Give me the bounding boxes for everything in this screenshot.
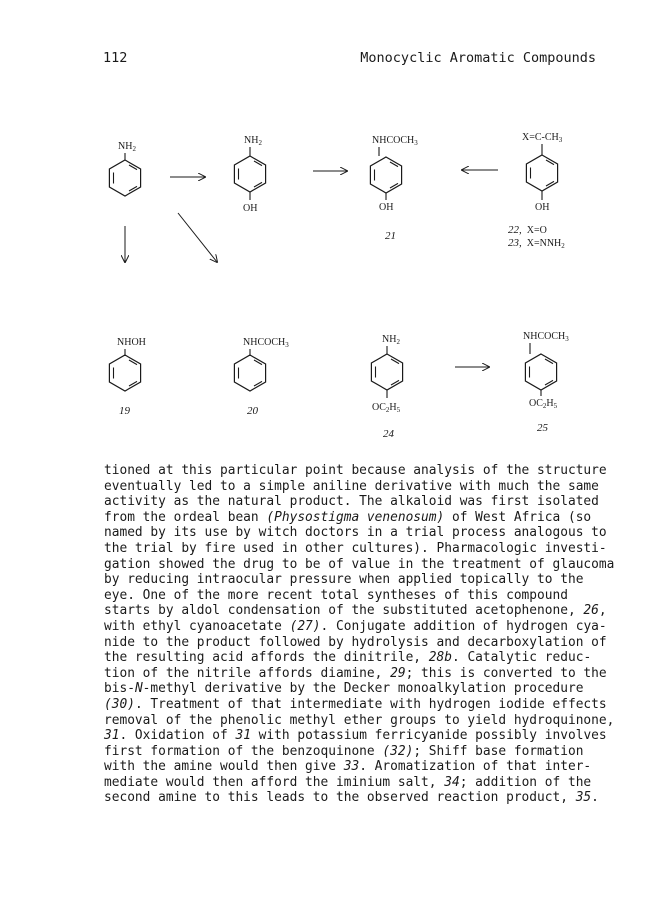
compound-25-structure: [523, 331, 569, 434]
aminophenol-top-group: $NH_2$: [244, 135, 262, 147]
aniline-top-group: $NH_2$: [118, 141, 136, 153]
compound-24-bottom-group: $OC_2H_5$: [372, 402, 401, 414]
text-line: [104, 728, 607, 744]
text-segment: by reducing intraocular pressure when applied topically to the: [104, 572, 584, 588]
compound-19-number: 19: [119, 405, 130, 417]
text-line: [104, 588, 604, 604]
italic-segment: (32): [382, 743, 414, 759]
text-line: [104, 650, 604, 666]
text-segment: . Oxidation of: [119, 728, 236, 744]
compound-22-bottom-group: OH: [535, 202, 550, 213]
text-segment: of West Africa (so: [444, 509, 592, 525]
text-line: [104, 572, 604, 588]
compound-21-top-group: $NHCOCH_3$: [372, 135, 418, 147]
text-segment: bis-: [104, 681, 135, 697]
text-segment: . Aromatization of that inter-: [359, 759, 592, 775]
text-segment: tioned at this particular point because analysis of the structure: [104, 463, 607, 478]
aniline-structure: [109, 141, 140, 196]
text-line: [104, 681, 604, 697]
text-segment: the trial by fire used in other cultures). Pharmacologic investi-: [104, 540, 607, 556]
italic-segment: 34: [444, 774, 460, 790]
text-line: [104, 556, 615, 573]
italic-segment: (Physostigma venenosum): [266, 509, 445, 525]
text-line: [104, 665, 607, 682]
text-line: [104, 712, 615, 729]
text-segment: .: [591, 790, 599, 806]
aminophenol-structure: [234, 135, 265, 214]
italic-segment: (27): [289, 618, 321, 634]
compound-23-label: 23, $X=NNH_2$: [508, 237, 565, 250]
compound-24-top-group: $NH_2$: [382, 334, 400, 346]
compound-21-bottom-group: OH: [379, 202, 394, 213]
text-segment: ; Shiff base formation: [413, 743, 584, 759]
italic-segment: 35: [575, 790, 592, 806]
text-segment: . Conjugate addition of hydrogen cya-: [320, 618, 607, 634]
text-segment: first formation of the benzoquinone: [104, 743, 383, 759]
italic-segment: 28b: [428, 650, 452, 666]
text-segment: ; this is converted to the: [405, 665, 607, 681]
compound-22-label: 22, X=O: [508, 224, 547, 236]
italic-segment: 26: [583, 603, 599, 619]
italic-segment: 29: [390, 665, 406, 681]
text-line: [104, 775, 604, 791]
text-segment: mediate would then afford the iminium salt,: [104, 774, 445, 790]
text-line: [104, 510, 604, 526]
compound-21-structure: [370, 135, 418, 242]
aminophenol-bottom-group: OH: [243, 203, 258, 214]
compound-20-structure: [234, 337, 289, 417]
italic-segment: (30): [104, 696, 135, 712]
text-segment: . Catalytic reduc-: [451, 650, 592, 666]
compound-22-top-group: $X=C-CH_3$: [522, 132, 563, 144]
text-segment: -methyl derivative by the Decker monoalkylation procedure: [142, 681, 584, 697]
text-segment: eye. One of the more recent total syntheses of this compound: [104, 587, 568, 603]
compound-21-number: 21: [385, 230, 396, 242]
compound-19-top-group: NHOH: [117, 337, 146, 348]
compound-25-bottom-group: $OC_2H_5$: [529, 398, 558, 410]
compound-25-number: 25: [537, 422, 548, 434]
text-line: [104, 603, 607, 619]
text-line: [104, 759, 604, 775]
compound-19-structure: [109, 337, 145, 417]
text-segment: tion of the nitrile affords diamine,: [104, 665, 391, 681]
italic-segment: 33: [343, 759, 360, 775]
compound-24-number: 24: [383, 428, 394, 440]
text-segment: ; addition of the: [459, 774, 592, 790]
compound-25-top-group: $NHCOCH_3$: [523, 331, 569, 343]
body-paragraph: [104, 463, 615, 806]
page-number: 112: [103, 50, 128, 66]
compound-20-top-group: $NHCOCH_3$: [243, 337, 289, 349]
text-segment: . Treatment of that intermediate with hydrogen iodide effects: [134, 696, 607, 712]
text-segment: second amine to this leads to the observed reaction product,: [104, 790, 576, 806]
text-segment: eventually led to a simple aniline derivative with much the same: [104, 478, 599, 494]
text-line: [104, 540, 607, 557]
text-segment: nide to the product followed by hydrolysis and decarboxylation of: [104, 634, 607, 650]
text-segment: starts by aldol condensation of the substituted acetophenone,: [104, 603, 584, 619]
text-segment: gation showed the drug to be of value in the treatment of glaucoma: [104, 556, 615, 572]
italic-segment: 31: [104, 728, 120, 744]
text-line: [104, 463, 607, 479]
italic-segment: 31: [235, 728, 251, 744]
text-segment: activity as the natural product. The alkaloid was first isolated: [104, 494, 599, 510]
text-line: [104, 744, 604, 760]
text-segment: with ethyl cyanoacetate: [104, 618, 290, 634]
text-segment: from the ordeal bean: [104, 509, 267, 525]
text-line: [104, 525, 607, 541]
text-line: [104, 494, 604, 510]
text-segment: removal of the phenolic methyl ether groups to yield hydroquinone,: [104, 712, 615, 728]
text-segment: ,: [598, 603, 607, 619]
text-line: [104, 479, 604, 495]
text-line: [104, 790, 604, 806]
text-segment: with potassium ferricyanide possibly involves: [250, 728, 607, 744]
text-line: [104, 634, 607, 651]
text-line: [104, 696, 607, 713]
italic-segment: N: [134, 681, 143, 697]
text-segment: named by its use by witch doctors in a trial process analogous to: [104, 525, 607, 541]
running-head: Monocyclic Aromatic Compounds: [360, 50, 596, 66]
text-line: [104, 618, 607, 635]
text-segment: with the amine would then give: [104, 759, 344, 775]
compound-24-structure: [371, 334, 402, 440]
text-segment: the resulting acid affords the dinitrile,: [104, 650, 429, 666]
arrow-diagonal: [178, 213, 217, 262]
compound-20-number: 20: [247, 405, 258, 417]
compound-22-23-structure: [508, 132, 565, 250]
